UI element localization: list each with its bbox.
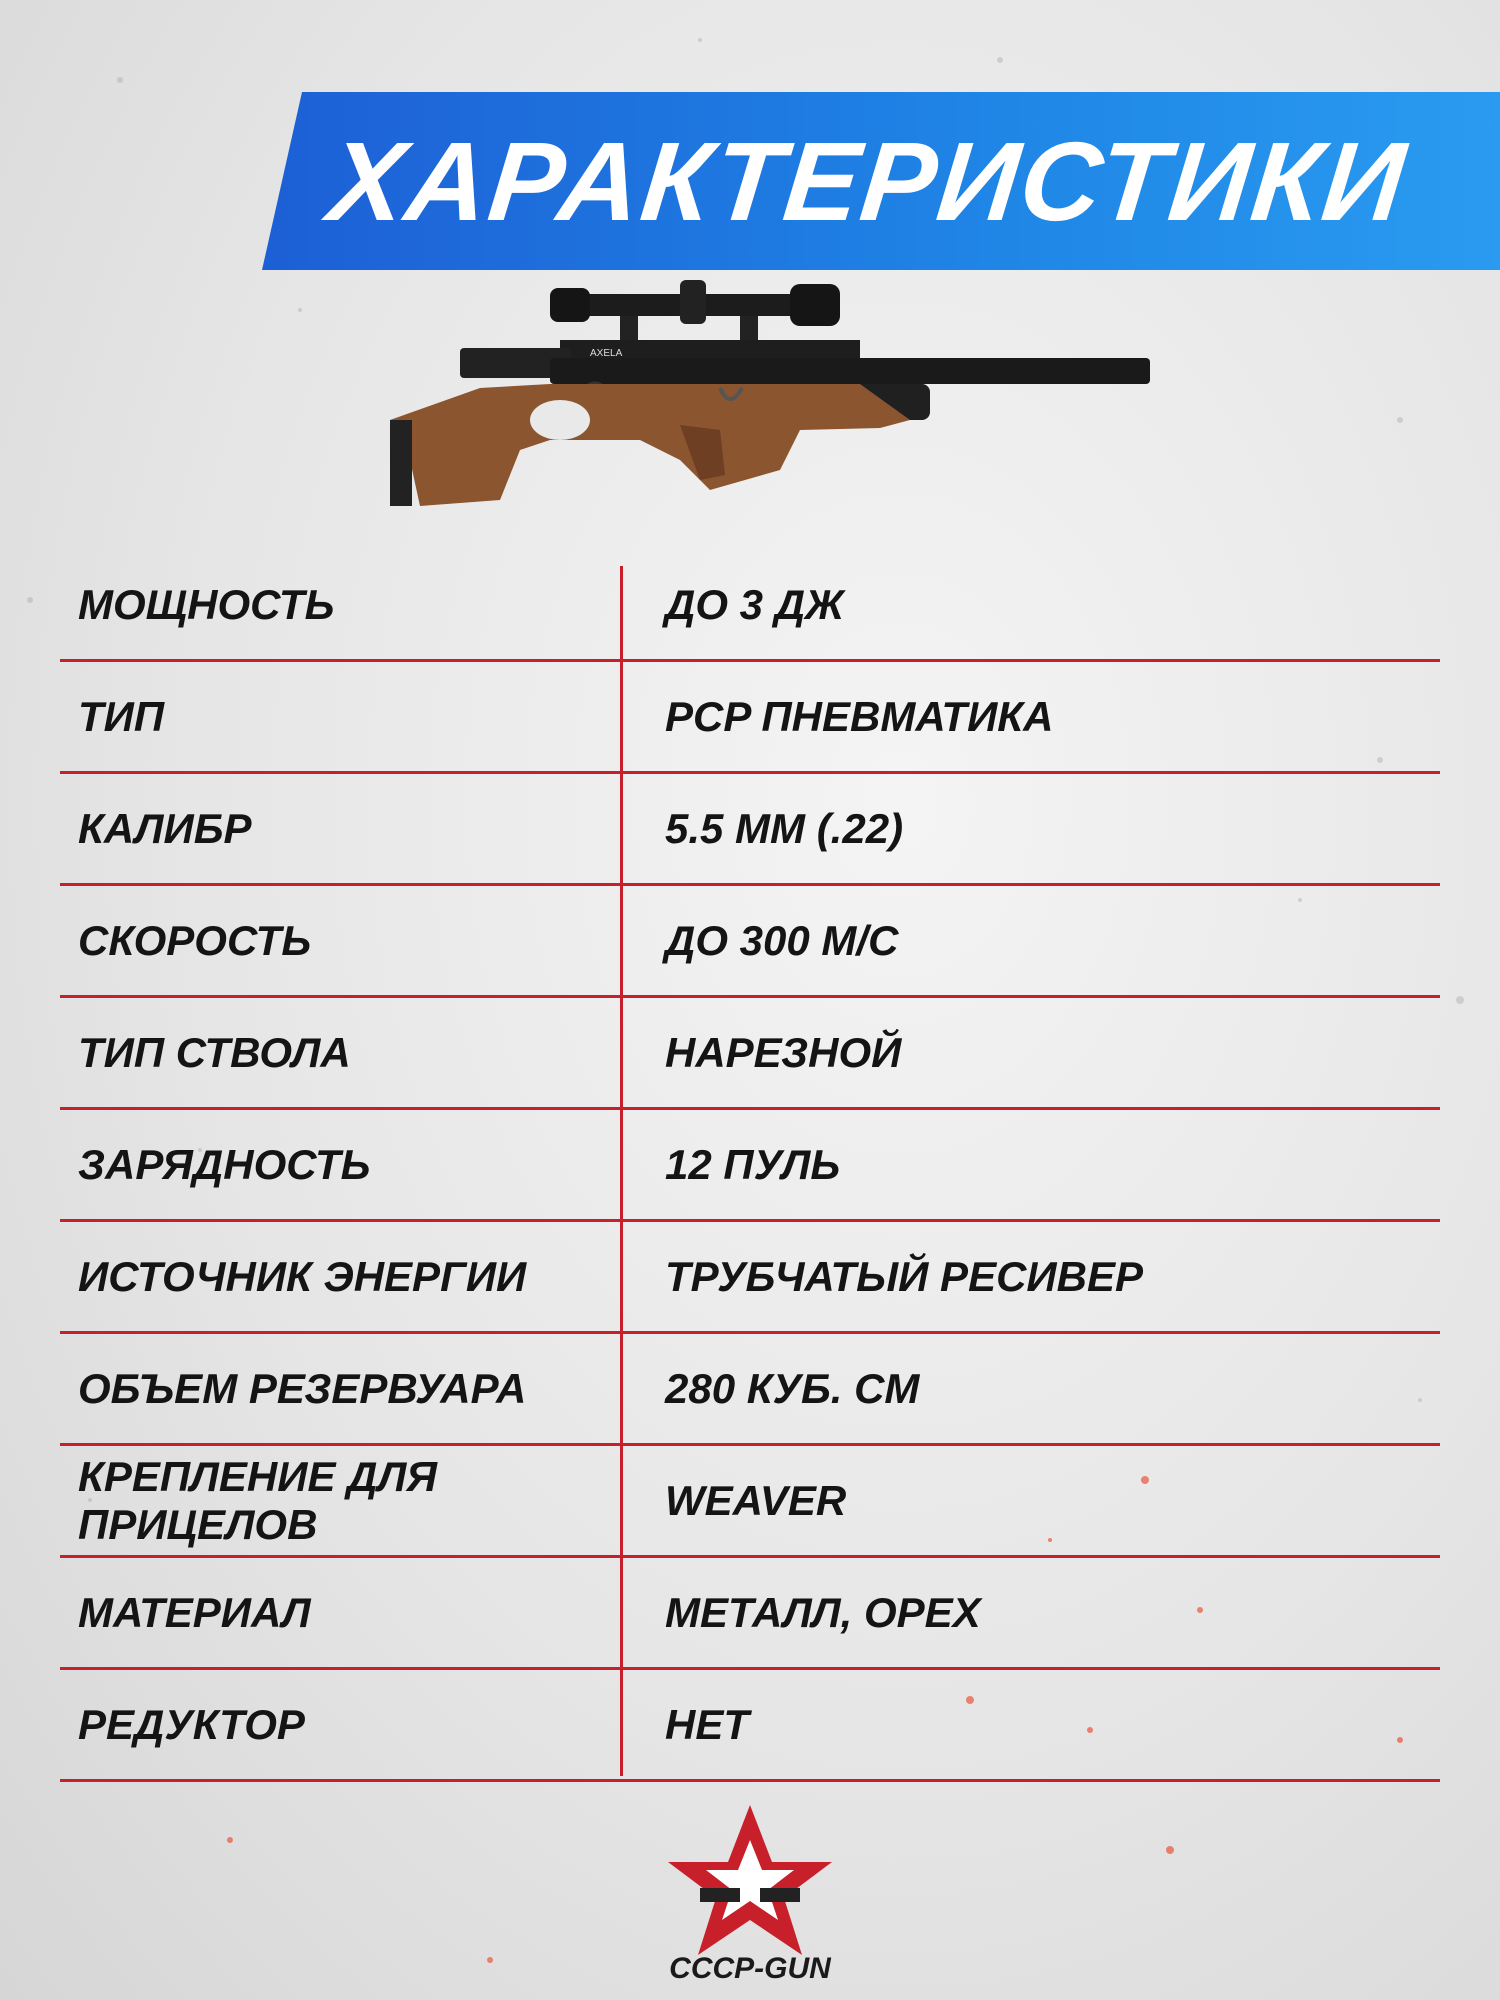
spec-row: [60, 550, 1440, 662]
spec-value: ДО 3 ДЖ: [665, 580, 844, 628]
spec-row: [60, 1222, 1440, 1334]
spec-value: 5.5 ММ (.22): [665, 804, 904, 852]
spec-row: [60, 774, 1440, 886]
spec-value: 12 ПУЛЬ: [665, 1140, 841, 1188]
spec-value: МЕТАЛЛ, ОРЕХ: [665, 1588, 981, 1636]
spec-value: PCP ПНЕВМАТИКА: [665, 692, 1054, 740]
spec-label: КРЕПЛЕНИЕ ДЛЯ ПРИЦЕЛОВ: [78, 1452, 437, 1548]
spec-label: ТИП: [78, 692, 165, 740]
spec-row: [60, 662, 1440, 774]
spec-row: [60, 886, 1440, 998]
spec-label: ОБЪЕМ РЕЗЕРВУАРА: [78, 1364, 527, 1412]
spec-row: [60, 1446, 1440, 1558]
page-title: ХАРАКТЕРИСТИКИ: [323, 119, 1413, 244]
spec-label: РЕДУКТОР: [78, 1700, 305, 1748]
spec-value: ДО 300 М/С: [665, 916, 899, 964]
spec-value: НЕТ: [665, 1700, 749, 1748]
spec-row: [60, 1334, 1440, 1446]
spec-label: ИСТОЧНИК ЭНЕРГИИ: [78, 1252, 527, 1300]
spec-row: [60, 1110, 1440, 1222]
spec-value: 280 КУБ. СМ: [665, 1364, 920, 1412]
spec-label: МОЩНОСТЬ: [78, 580, 335, 628]
spec-value: WEAVER: [665, 1476, 847, 1524]
spec-label: МАТЕРИАЛ: [78, 1588, 311, 1636]
spec-row: [60, 1670, 1440, 1782]
spec-row: [60, 998, 1440, 1110]
rifle-image: [380, 270, 1160, 530]
spec-label: СКОРОСТЬ: [78, 916, 312, 964]
brand-logo-text: СССР-GUN: [669, 1952, 831, 1985]
specs-table: [60, 550, 1440, 1782]
spec-value: ТРУБЧАТЫЙ РЕСИВЕР: [665, 1252, 1143, 1300]
spec-value: НАРЕЗНОЙ: [665, 1028, 902, 1076]
spec-row: [60, 1558, 1440, 1670]
rifle-brand-mark: AXELA: [590, 348, 623, 359]
spec-label: ТИП СТВОЛА: [78, 1028, 351, 1076]
spec-label: ЗАРЯДНОСТЬ: [78, 1140, 371, 1188]
spec-label: КАЛИБР: [78, 804, 252, 852]
